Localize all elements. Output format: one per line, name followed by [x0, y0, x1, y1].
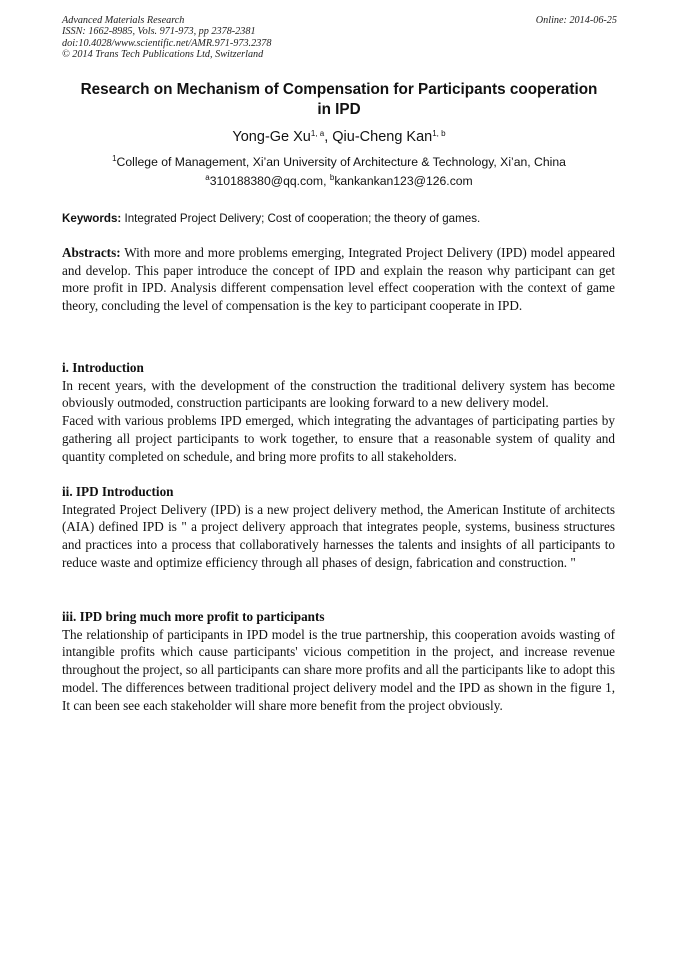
section-introduction — [62, 359, 615, 465]
affiliation — [40, 154, 638, 170]
affiliation-superscript: 1 — [112, 154, 117, 163]
abstract — [62, 244, 615, 315]
copyright-line: © 2014 Trans Tech Publications Ltd, Switzerland — [62, 49, 264, 61]
author-superscript: 1, b — [432, 129, 446, 138]
keywords-text: Integrated Project Delivery; Cost of cooperation; the theory of games. — [121, 212, 481, 225]
author-list — [40, 127, 638, 147]
title-line-2: in IPD — [317, 101, 361, 118]
section-heading: ii. IPD Introduction — [62, 484, 174, 499]
author-emails — [40, 173, 638, 189]
section-ipd-profit — [62, 608, 615, 714]
doi-line: doi:10.4028/www.scientific.net/AMR.971-973.2378 — [62, 37, 272, 49]
section-ipd-introduction — [62, 483, 615, 572]
keywords-label: Keywords: — [62, 212, 122, 225]
email-link[interactable]: 310188380@qq.com, — [209, 174, 330, 188]
paragraph: In recent years, with the development of the construction the traditional delivery system has become obviously outmoded, construction participants are looking forward to a new delivery model. — [62, 377, 615, 411]
author-separator: , — [324, 129, 333, 145]
abstract-label: Abstracts: — [62, 245, 121, 260]
abstract-text: With more and more problems emerging, Integrated Project Delivery (IPD) model appeared and develop. This paper introduce the concept of IPD and explain the reason why participant can get more profit in IPD. Analysis different compensation level effect cooperation with the context of game theory, concluding the level of compensation is the key to participant cooperate in IPD. — [62, 245, 615, 314]
issn-line: ISSN: 1662-8985, Vols. 971-973, pp 2378-2381 — [62, 26, 256, 38]
email-superscript: a — [205, 173, 210, 182]
paragraph: Faced with various problems IPD emerged, which integrating the advantages of participating parties by gathering all project participants to work together, to ensure that a reasonable system of quality and quantity completed on schedule, and bring more profits to all stakeholders. — [62, 413, 615, 464]
email-superscript: b — [329, 173, 335, 182]
author-superscript: 1, a — [310, 129, 325, 138]
journal-header — [62, 15, 617, 61]
section-heading: i. Introduction — [62, 360, 144, 375]
section-heading: iii. IPD bring much more profit to participants — [62, 609, 325, 624]
keywords — [62, 211, 617, 227]
email-link[interactable]: kankankan123@126.com — [334, 174, 473, 188]
affiliation-text: College of Management, Xi’an University of Architecture & Technology, Xi’an, China — [116, 155, 566, 169]
author-name: Qiu-Cheng Kan — [332, 129, 433, 145]
author-name: Yong-Ge Xu — [232, 129, 311, 145]
journal-name: Advanced Materials Research — [62, 15, 185, 26]
online-date: Online: 2014-06-25 — [535, 15, 617, 26]
title-line-1: Research on Mechanism of Compensation for Participants cooperation — [80, 81, 598, 98]
paragraph: Integrated Project Delivery (IPD) is a new project delivery method, the American Institute of architects (AIA) defined IPD is " a project delivery approach that integrates people, systems, business structures and practices into a process that collaboratively harnesses the talents and insights of all participants to reduce waste and optimize efficiency through all phases of design, fabrication and construction. " — [62, 501, 615, 570]
paper-title — [40, 80, 638, 120]
paragraph: The relationship of participants in IPD model is the true partnership, this cooperation avoids wasting of intangible profits which cause participants' vicious competition in the project, and increase revenue throughout the project, so all participants can share more profits and all the participants like to adopt this model. The differences between traditional project delivery model and the IPD as shown in the figure 1, It can been see each stakeholder will share more benefit from the project obviously. — [62, 626, 615, 713]
